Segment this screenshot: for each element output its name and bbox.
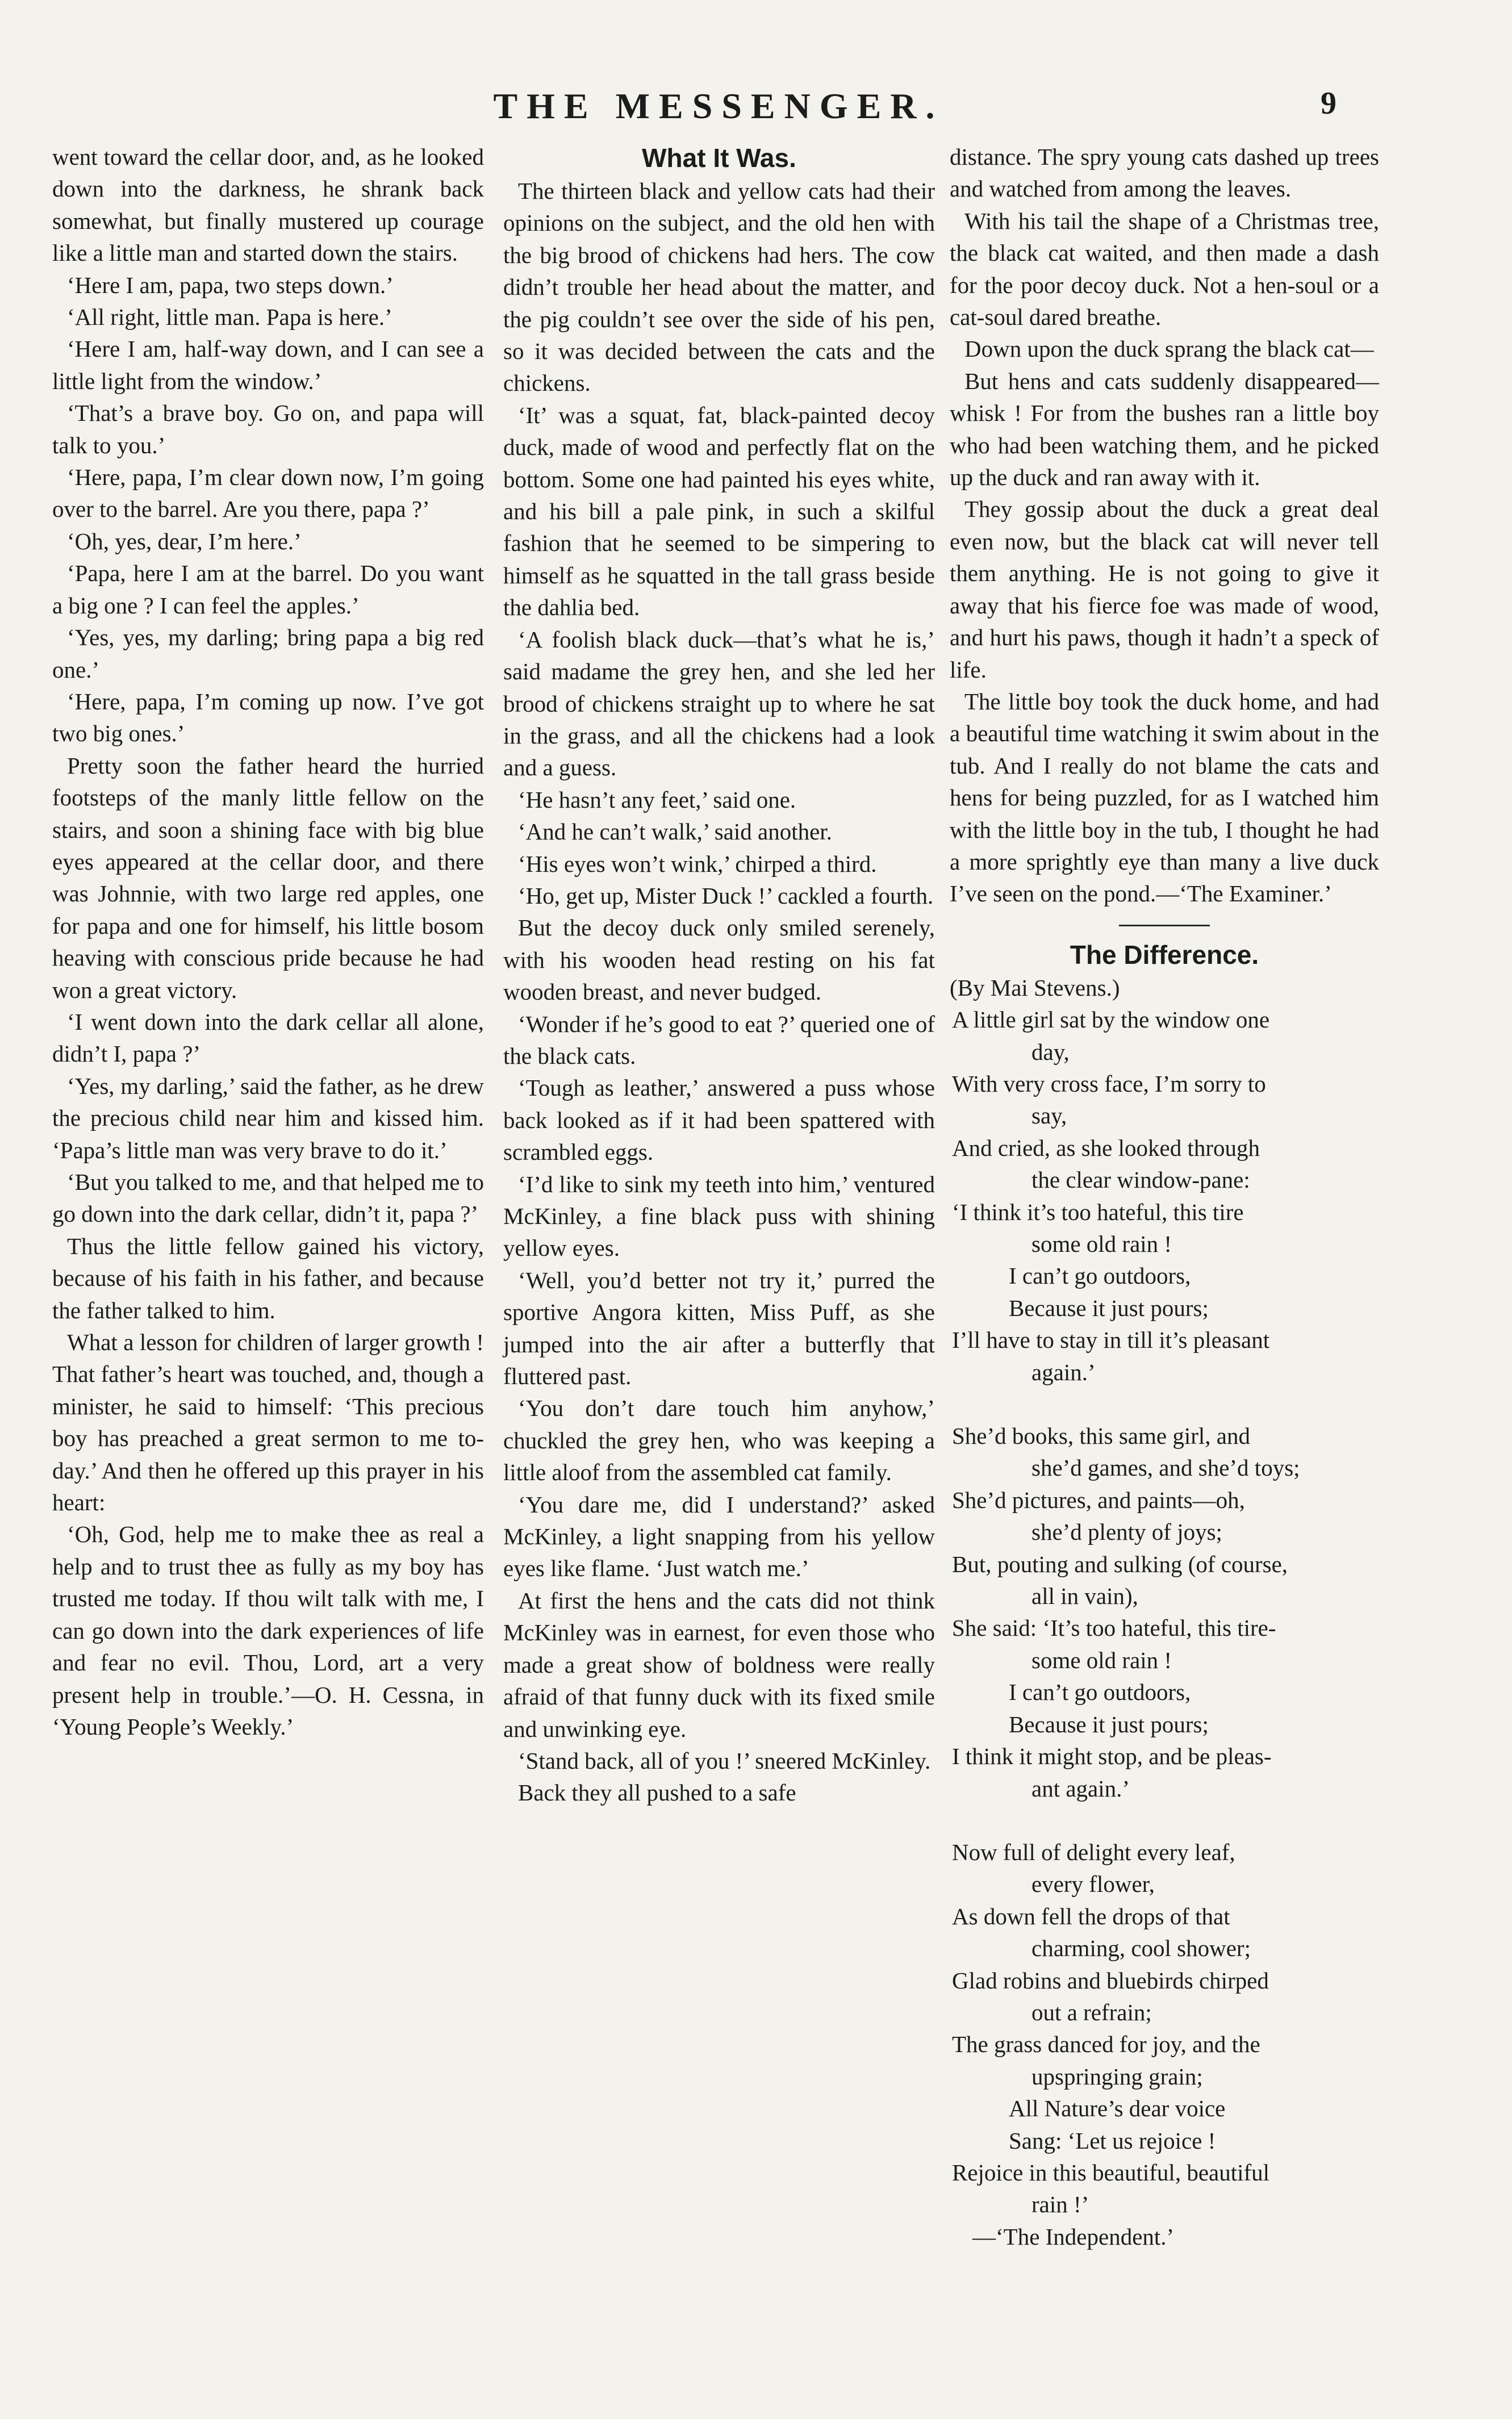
paragraph: The little boy took the duck home, and had a beautiful time watching it swim about in the tub. And I really do not blame the cats and hens for being puzzled, for as I watched him with the little boy in the tub, I thought he had a more sprightly eye than many a live duck I’ve seen on the pond.—‘The Examiner.’	[950, 688, 1379, 907]
paragraph: distance. The spry young cats dashed up trees and watched from among the leaves.	[950, 144, 1379, 202]
poem-line: say,	[1031, 1102, 1067, 1129]
poem-stanza-3	[950, 1836, 1379, 2221]
poem-line: charming, cool shower;	[1031, 1935, 1251, 1962]
poem-line: I think it might stop, and be pleas-	[952, 1743, 1272, 1770]
column-3	[950, 141, 1379, 2253]
poem-line: But, pouting and sulking (of course,	[952, 1551, 1288, 1577]
paragraph: ‘His eyes won’t wink,’ chirped a third.	[518, 850, 877, 877]
poem-line: She’d pictures, and paints—oh,	[952, 1486, 1245, 1513]
paragraph: But hens and cats suddenly disappeared—whisk ! For from the bushes ran a little boy who had been watching them, and he picked up the duck and ran away with it.	[950, 367, 1379, 491]
paragraph: ‘Yes, my darling,’ said the father, as he drew the precious child near him and kissed him. ‘Papa’s little man was very brave to do it.’	[52, 1072, 484, 1163]
poem-line: all in vain),	[1031, 1583, 1138, 1610]
paragraph: ‘Oh, God, help me to make thee as real a help and to trust thee as fully as my boy has trusted me today. If thou wilt talk with me, I can go down into the dark experiences of life and fear no evil. Thou, Lord, art a very present help in trouble.’—O. H. Cessna, in ‘Young People’s Weekly.’	[52, 1521, 484, 1740]
poem-stanza-2	[950, 1420, 1379, 1804]
paragraph: ‘Oh, yes, dear, I’m here.’	[67, 528, 302, 554]
paragraph: ‘A foolish black duck—that’s what he is,’ said madame the grey hen, and she led her brood of chickens straight up to where he sat in the grass, and all the chickens had a look and a guess.	[503, 626, 935, 781]
paragraph: ‘Stand back, all of you !’ sneered McKinley.	[518, 1747, 931, 1774]
column-1	[52, 141, 484, 1743]
page-header	[0, 85, 1512, 136]
paragraph: went toward the cellar door, and, as he looked down into the darkness, he shrank back somewhat, but finally mustered up courage like a little man and started down the stairs.	[52, 144, 484, 266]
poem-byline: (By Mai Stevens.)	[950, 974, 1120, 1001]
poem-line: rain !’	[1031, 2191, 1089, 2218]
poem-line: I can’t go outdoors,	[1009, 1679, 1191, 1706]
poem-line: All Nature’s dear voice	[1009, 2095, 1226, 2122]
poem-line: the clear window-pane:	[1031, 1167, 1250, 1193]
paragraph: But the decoy duck only smiled serenely, with his wooden head resting on his fat wooden breast, and never budged.	[503, 914, 935, 1005]
paragraph: What a lesson for children of larger growth ! That father’s heart was touched, and, though a minister, he said to himself: ‘This precious boy has preached a great sermon to me to-day.’ And then he offered up this prayer in his heart:	[52, 1329, 484, 1516]
poem-stanza-1	[950, 1004, 1379, 1388]
poem-line: A little girl sat by the window one	[952, 1006, 1270, 1033]
paragraph: ‘Tough as leather,’ answered a puss whose back looked as if it had been spattered with scrambled eggs.	[503, 1075, 935, 1165]
paragraph: Down upon the duck sprang the black cat—	[964, 336, 1374, 362]
poem-line: I can’t go outdoors,	[1009, 1263, 1191, 1289]
poem-line: out a refrain;	[1031, 1999, 1152, 2025]
poem-line: Because it just pours;	[1009, 1711, 1209, 1737]
paragraph: ‘You dare me, did I understand?’ asked McKinley, a light snapping from his yellow eyes like flame. ‘Just watch me.’	[503, 1491, 935, 1582]
paragraph: ‘Papa, here I am at the barrel. Do you want a big one ? I can feel the apples.’	[52, 560, 484, 619]
poem-title: The Difference.	[1070, 939, 1259, 970]
article-title: What It Was.	[642, 143, 796, 173]
poem-line: Because it just pours;	[1009, 1294, 1209, 1321]
poem-line: As down fell the drops of that	[952, 1903, 1230, 1929]
paragraph: ‘You don’t dare touch him anyhow,’ chuckled the grey hen, who was keeping a little aloof from the assembled cat family.	[503, 1395, 935, 1486]
poem-line: She’d books, this same girl, and	[952, 1423, 1250, 1449]
poem-line: Sang: ‘Let us rejoice !	[1009, 2127, 1216, 2154]
paragraph: ‘Here I am, papa, two steps down.’	[67, 271, 394, 298]
paragraph: The thirteen black and yellow cats had their opinions on the subject, and the old hen with the big brood of chickens had hers. The cow didn’t trouble her head about the matter, and the pig couldn’t see over the side of his pen, so it was decided between the cats and the chickens.	[503, 178, 935, 396]
paragraph: ‘Here, papa, I’m clear down now, I’m going over to the barrel. Are you there, papa ?’	[52, 464, 484, 523]
poem-line: she’d games, and she’d toys;	[1031, 1455, 1300, 1481]
paragraph: ‘Here I am, half-way down, and I can see a little light from the window.’	[52, 336, 484, 394]
column-2	[503, 141, 935, 1809]
poem-line: The grass danced for joy, and the	[952, 2031, 1260, 2058]
poem-line: And cried, as she looked through	[952, 1134, 1260, 1161]
paragraph: ‘I’d like to sink my teeth into him,’ ventured McKinley, a fine black puss with shining yellow eyes.	[503, 1171, 935, 1261]
poem-credit: —‘The Independent.’	[972, 2223, 1175, 2250]
poem-line: ant again.’	[1031, 1775, 1130, 1802]
paragraph: Pretty soon the father heard the hurried footsteps of the manly little fellow on the stairs, and soon a shining face with big blue eyes appeared at the cellar door, and there was Johnnie, with two large red apples, one for papa and one for himself, his little bosom heaving with conscious pride because he had won a great victory.	[52, 752, 484, 1003]
poem-line: Now full of delight every leaf,	[952, 1839, 1235, 1865]
paragraph: ‘Yes, yes, my darling; bring papa a big red one.’	[52, 624, 484, 683]
paragraph: ‘Wonder if he’s good to eat ?’ queried one of the black cats.	[503, 1010, 935, 1069]
poem-line: again.’	[1031, 1359, 1096, 1385]
poem-line: Rejoice in this beautiful, beautiful	[952, 2159, 1270, 2186]
paragraph: ‘All right, little man. Papa is here.’	[67, 304, 392, 331]
poem-line: some old rain !	[1031, 1647, 1172, 1673]
paragraph: Thus the little fellow gained his victory, because of his faith in his father, and because the father talked to him.	[52, 1233, 484, 1323]
poem-line: She said: ‘It’s too hateful, this tire-	[952, 1615, 1276, 1641]
page-number: 9	[1321, 86, 1336, 121]
poem-line: ‘I think it’s too hateful, this tire	[952, 1198, 1244, 1225]
paragraph: At first the hens and the cats did not think McKinley was in earnest, for even those who made a great show of boldness were really afraid of that funny duck with its fixed smile and unwinking eye.	[503, 1587, 935, 1742]
paragraph: They gossip about the duck a great deal even now, but the black cat will never tell them anything. He is not going to give it away that his fierce foe was made of wood, and hurt his paws, though it hadn’t a speck of life.	[950, 496, 1379, 683]
paragraph: ‘I went down into the dark cellar all alone, didn’t I, papa ?’	[52, 1008, 484, 1067]
paragraph: With his tail the shape of a Christmas tree, the black cat waited, and then made a dash for the poor decoy duck. Not a hen-soul or a cat-soul dared breathe.	[950, 207, 1379, 331]
paragraph: ‘He hasn’t any feet,’ said one.	[518, 786, 796, 813]
poem-line: some old rain !	[1031, 1231, 1172, 1257]
section-divider	[1119, 925, 1210, 926]
paragraph: ‘Well, you’d better not try it,’ purred the sportive Angora kitten, Miss Puff, as she jumped into the air after a butterfly that fluttered past.	[503, 1267, 935, 1390]
poem-line: I’ll have to stay in till it’s pleasant	[952, 1327, 1270, 1353]
poem-line: upspringing grain;	[1031, 2063, 1203, 2090]
paragraph: ‘Ho, get up, Mister Duck !’ cackled a fourth.	[518, 882, 934, 909]
poem-line: Glad robins and bluebirds chirped	[952, 1967, 1269, 1994]
paragraph: ‘But you talked to me, and that helped me to go down into the dark cellar, didn’t it, papa ?’	[52, 1169, 484, 1227]
paragraph: ‘It’ was a squat, fat, black-painted decoy duck, made of wood and perfectly flat on the bottom. Some one had painted his eyes white, and his bill a pale pink, in such a skilful fashion that he seemed to be simpering to himself as he squatted in the tall grass beside the dahlia bed.	[503, 402, 935, 621]
poem-line: With very cross face, I’m sorry to	[952, 1070, 1266, 1097]
paragraph: ‘That’s a brave boy. Go on, and papa will talk to you.’	[52, 400, 484, 458]
poem-line: day,	[1031, 1038, 1070, 1065]
masthead: THE MESSENGER.	[493, 86, 944, 126]
paragraph: Back they all pushed to a safe	[518, 1779, 796, 1806]
poem-line: every flower,	[1031, 1871, 1155, 1898]
paragraph: ‘Here, papa, I’m coming up now. I’ve got two big ones.’	[52, 688, 484, 747]
paragraph: ‘And he can’t walk,’ said another.	[518, 818, 832, 845]
poem-line: she’d plenty of joys;	[1031, 1519, 1222, 1545]
